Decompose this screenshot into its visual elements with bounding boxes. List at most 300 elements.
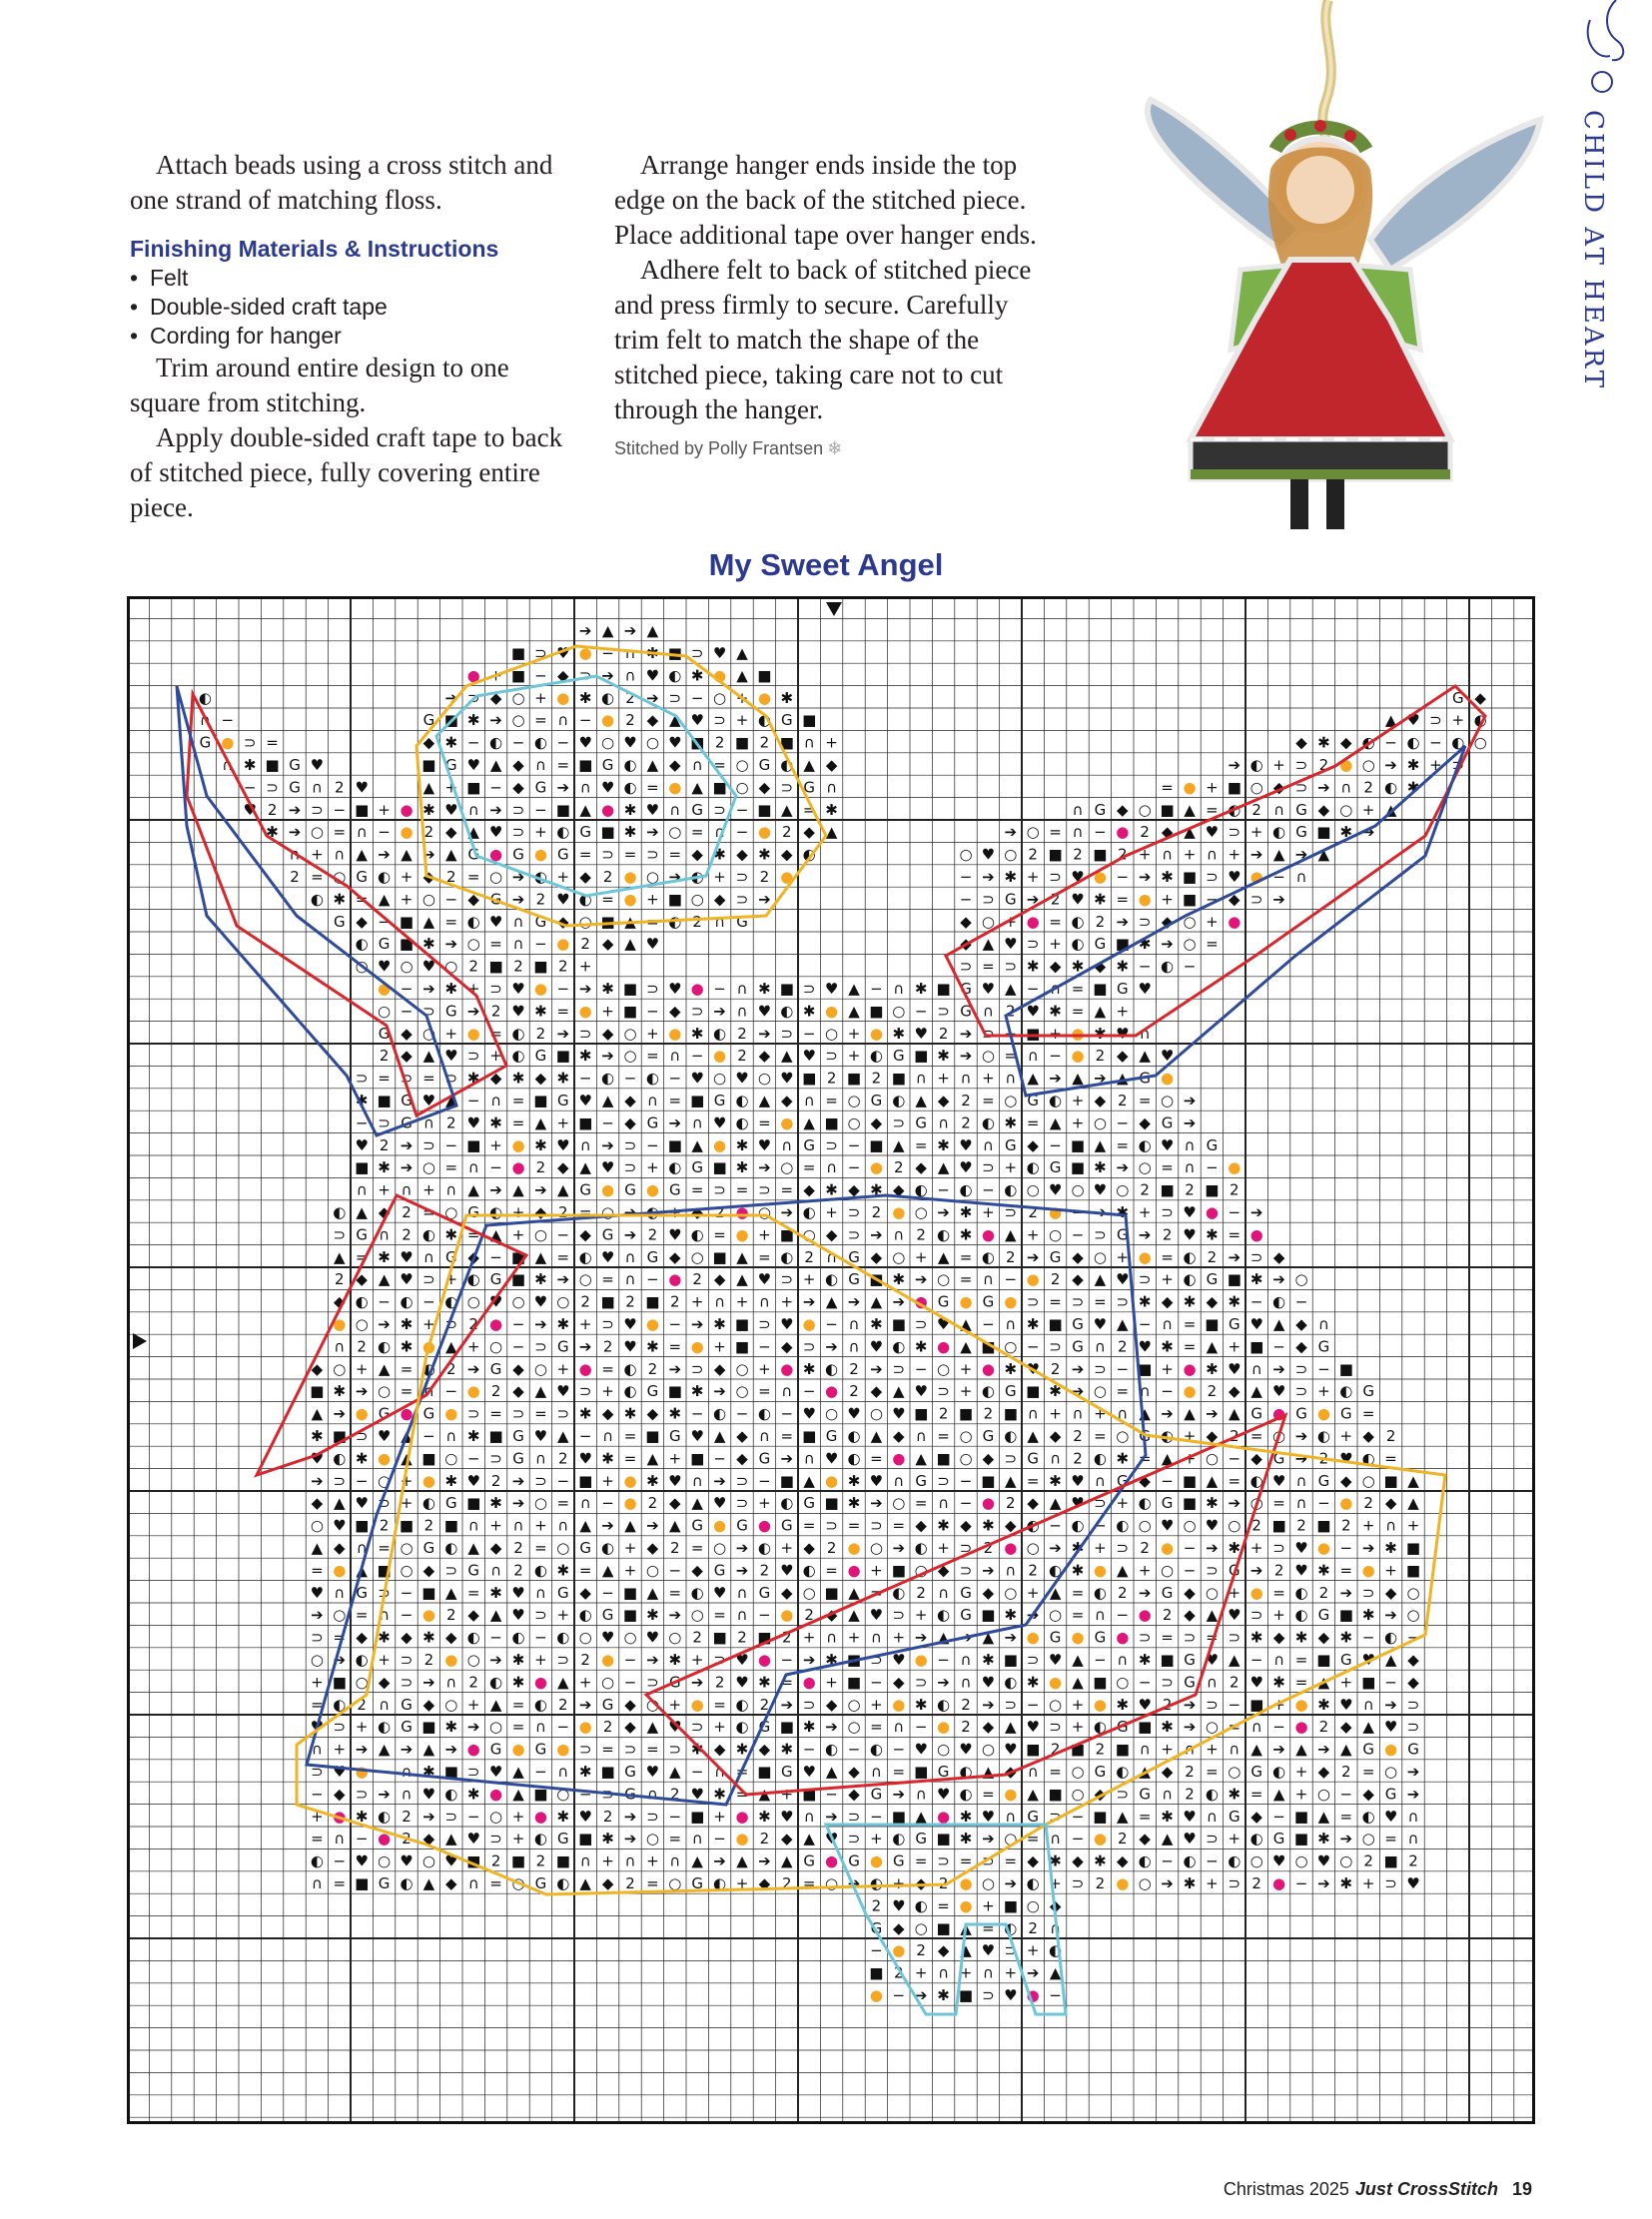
stitch-symbol: ➔ xyxy=(713,1382,726,1401)
stitch-symbol: = xyxy=(982,1092,995,1110)
stitch-symbol: ⊃ xyxy=(623,1158,637,1177)
stitch-symbol: ∩ xyxy=(982,1002,994,1021)
stitch-symbol: ○ xyxy=(981,912,995,931)
stitch-symbol: G xyxy=(1027,1092,1040,1110)
stitch-symbol: + xyxy=(847,1628,861,1647)
stitch-symbol: ◐ xyxy=(1228,800,1241,819)
stitch-symbol: ✱ xyxy=(735,1135,749,1154)
stitch-symbol: ◆ xyxy=(758,1047,771,1066)
stitch-symbol: ➔ xyxy=(892,1785,906,1804)
stitch-symbol: ● xyxy=(713,1135,727,1154)
stitch-symbol: 2 xyxy=(513,1539,523,1557)
stitch-symbol: ♥ xyxy=(959,1158,973,1177)
stitch-symbol: ○ xyxy=(1049,1225,1063,1244)
stitch-symbol: ▲ xyxy=(422,1874,435,1892)
stitch-symbol: ◐ xyxy=(1161,957,1175,976)
stitch-symbol: − xyxy=(825,1315,838,1333)
stitch-symbol: ➔ xyxy=(444,1740,458,1759)
stitch-symbol: − xyxy=(1272,1807,1285,1826)
stitch-symbol: ▲ xyxy=(982,1763,995,1781)
stitch-symbol: ➔ xyxy=(758,1024,771,1043)
stitch-symbol: ✱ xyxy=(466,711,480,730)
stitch-symbol: ⊃ xyxy=(758,1180,771,1199)
stitch-symbol: = xyxy=(982,1785,995,1804)
stitch-symbol: ■ xyxy=(1383,1471,1398,1490)
stitch-symbol: G xyxy=(758,1718,771,1737)
stitch-symbol: G xyxy=(444,1002,457,1021)
stitch-symbol: ✱ xyxy=(1049,1471,1062,1490)
stitch-symbol: ♥ xyxy=(511,1606,525,1625)
stitch-symbol: ■ xyxy=(1026,1024,1041,1043)
stitch-symbol: ● xyxy=(444,1404,458,1423)
stitch-symbol: ● xyxy=(511,1135,525,1154)
stitch-symbol: ➔ xyxy=(1249,1203,1263,1221)
stitch-symbol: ● xyxy=(825,1382,839,1401)
stitch-symbol: ◆ xyxy=(713,1740,726,1759)
stitch-symbol: ▲ xyxy=(356,1203,368,1221)
stitch-symbol: ◆ xyxy=(1362,1785,1374,1804)
stitch-symbol: ◆ xyxy=(915,1874,927,1892)
stitch-symbol: ✱ xyxy=(1161,1807,1174,1826)
stitch-symbol: = xyxy=(690,1539,704,1557)
stitch-symbol: ◐ xyxy=(444,1785,458,1804)
stitch-symbol: 2 xyxy=(625,688,635,707)
stitch-symbol: ○ xyxy=(489,1337,503,1356)
stitch-symbol: + xyxy=(1406,1516,1420,1535)
stitch-symbol: ◐ xyxy=(623,778,637,797)
stitch-symbol: ➔ xyxy=(959,1628,973,1647)
stitch-symbol: = xyxy=(623,845,637,864)
stitch-symbol: ⊃ xyxy=(735,868,749,886)
stitch-symbol: ⊃ xyxy=(982,1851,995,1870)
stitch-symbol: ▲ xyxy=(512,1180,524,1199)
stitch-symbol: = xyxy=(578,1203,592,1221)
stitch-symbol: G xyxy=(489,1270,502,1289)
stitch-symbol: ● xyxy=(1071,1047,1085,1066)
stitch-symbol: ○ xyxy=(444,1203,458,1221)
stitch-symbol: G xyxy=(713,1092,726,1110)
stitch-symbol: + xyxy=(1026,868,1040,886)
stitch-symbol: ◐ xyxy=(533,868,547,886)
stitch-symbol: ∩ xyxy=(1229,1740,1240,1759)
stitch-symbol: 2 xyxy=(1050,1740,1061,1759)
stitch-symbol: ▲ xyxy=(467,823,479,842)
stitch-symbol: G xyxy=(1272,1449,1285,1468)
stitch-symbol: ⊃ xyxy=(735,1494,749,1513)
stitch-symbol: ➔ xyxy=(556,1024,570,1043)
stitch-symbol: ➔ xyxy=(422,1673,435,1692)
stitch-symbol: + xyxy=(870,1695,883,1714)
stitch-symbol: ● xyxy=(623,1471,637,1490)
stitch-symbol: ● xyxy=(1026,1986,1040,2004)
stitch-symbol: + xyxy=(914,1247,928,1266)
stitch-symbol: ◐ xyxy=(466,1628,480,1647)
stitch-symbol: ● xyxy=(914,1651,928,1669)
stitch-symbol: = xyxy=(758,1247,771,1266)
stitch-symbol: = xyxy=(646,778,659,797)
angel-ornament-photo xyxy=(1091,0,1560,547)
stitch-symbol: ▲ xyxy=(646,756,659,774)
stitch-symbol: ■ xyxy=(936,1830,951,1849)
stitch-symbol: ◐ xyxy=(668,912,682,931)
stitch-symbol: ▲ xyxy=(422,778,435,797)
stitch-symbol: 2 xyxy=(759,1561,770,1580)
stitch-symbol: ⊃ xyxy=(511,1404,525,1423)
stitch-symbol: ● xyxy=(892,1449,906,1468)
stitch-symbol: ● xyxy=(1116,1628,1130,1647)
stitch-symbol: + xyxy=(825,1673,838,1692)
stitch-symbol: ⊃ xyxy=(1026,1292,1040,1311)
stitch-symbol: ■ xyxy=(421,1583,436,1602)
stitch-symbol: ◆ xyxy=(1317,1763,1330,1781)
stitch-symbol: ✱ xyxy=(690,1740,704,1759)
stitch-symbol: ◆ xyxy=(1295,1337,1307,1356)
stitch-symbol: ⊃ xyxy=(378,1583,391,1602)
stitch-symbol: ◆ xyxy=(1229,890,1240,909)
stitch-symbol: ○ xyxy=(892,1247,906,1266)
stitch-symbol: G xyxy=(489,1740,502,1759)
stitch-symbol: ∩ xyxy=(1273,1651,1285,1669)
stitch-symbol: ● xyxy=(378,1830,392,1849)
stitch-symbol: ➔ xyxy=(1026,1963,1040,1982)
stitch-symbol: ⊃ xyxy=(1004,1695,1018,1714)
stitch-symbol: − xyxy=(690,688,704,707)
stitch-symbol: ◆ xyxy=(848,1180,860,1199)
stitch-symbol: ○ xyxy=(466,1292,480,1311)
stitch-symbol: + xyxy=(489,666,502,685)
stitch-symbol: − xyxy=(489,1628,502,1647)
stitch-symbol: ⊃ xyxy=(355,1427,369,1445)
stitch-symbol: ♥ xyxy=(780,1807,794,1826)
stitch-symbol: ✱ xyxy=(422,935,435,954)
stitch-symbol: ◐ xyxy=(981,1113,995,1132)
stitch-symbol: ➔ xyxy=(556,778,570,797)
stitch-symbol: ♥ xyxy=(645,935,660,954)
stitch-symbol: G xyxy=(668,1673,681,1692)
stitch-symbol: ➔ xyxy=(1116,1158,1130,1177)
stitch-symbol: = xyxy=(802,1874,816,1892)
stitch-symbol: ▲ xyxy=(579,1516,591,1535)
stitch-symbol: ● xyxy=(1004,1785,1018,1804)
stitch-symbol: = xyxy=(378,1069,391,1088)
stitch-symbol: − xyxy=(646,1002,659,1021)
stitch-symbol: G xyxy=(1228,1561,1240,1580)
stitch-symbol: − xyxy=(1071,1203,1085,1221)
stitch-symbol: ◐ xyxy=(1116,1763,1130,1781)
finishing-heading: Finishing Materials & Instructions xyxy=(130,236,499,262)
stitch-symbol: ● xyxy=(601,1180,615,1199)
stitch-symbol: + xyxy=(892,1874,906,1892)
stitch-symbol: ✱ xyxy=(713,1785,726,1804)
stitch-symbol: − xyxy=(1004,1270,1018,1289)
stitch-symbol: − xyxy=(735,1404,749,1423)
stitch-symbol: ♥ xyxy=(488,1763,503,1781)
stitch-symbol: ⊃ xyxy=(1004,1203,1018,1221)
stitch-symbol: ⊃ xyxy=(690,1002,704,1021)
stitch-symbol: ◆ xyxy=(1072,1247,1084,1266)
stitch-symbol: ● xyxy=(578,1359,592,1378)
stitch-symbol: ⊃ xyxy=(1249,890,1263,909)
stitch-symbol: ■ xyxy=(869,1270,884,1289)
stitch-symbol: = xyxy=(1384,1830,1397,1849)
stitch-symbol: G xyxy=(1451,688,1464,707)
stitch-symbol: ➔ xyxy=(1206,1539,1219,1557)
stitch-symbol: ➔ xyxy=(1138,1225,1152,1244)
stitch-symbol: G xyxy=(1362,1740,1375,1759)
stitch-symbol: ⊃ xyxy=(1049,868,1062,886)
stitch-symbol: ▲ xyxy=(781,1047,793,1066)
stitch-symbol: ✱ xyxy=(378,1628,391,1647)
stitch-symbol: ■ xyxy=(667,890,682,909)
stitch-symbol: ◆ xyxy=(1295,1315,1307,1333)
stitch-symbol: ● xyxy=(959,1292,973,1311)
stitch-symbol: ∩ xyxy=(758,1292,770,1311)
stitch-symbol: = xyxy=(847,1516,861,1535)
stitch-symbol: ◐ xyxy=(1071,912,1085,931)
stitch-symbol: ➔ xyxy=(422,980,435,998)
stitch-symbol: = xyxy=(668,1337,682,1356)
stitch-symbol: + xyxy=(1138,845,1152,864)
stitch-symbol: ➔ xyxy=(870,1359,883,1378)
stitch-symbol: = xyxy=(1249,1785,1263,1804)
stitch-symbol: ◆ xyxy=(781,1092,793,1110)
stitch-symbol: ▲ xyxy=(758,1092,771,1110)
stitch-symbol: G xyxy=(646,1247,659,1266)
stitch-symbol: + xyxy=(892,1628,906,1647)
stitch-symbol: G xyxy=(803,1135,816,1154)
stitch-symbol: ◆ xyxy=(758,1740,771,1759)
stitch-symbol: ✱ xyxy=(646,1337,659,1356)
stitch-symbol: ▲ xyxy=(378,1740,391,1759)
stitch-symbol: = xyxy=(1071,1606,1085,1625)
stitch-symbol: ○ xyxy=(1071,1785,1085,1804)
stitch-symbol: ○ xyxy=(1205,1449,1219,1468)
stitch-symbol: ▲ xyxy=(356,845,368,864)
stitch-symbol: ∩ xyxy=(401,1785,413,1804)
stitch-symbol: ■ xyxy=(779,733,794,752)
stitch-symbol: ◆ xyxy=(1094,1785,1107,1804)
stitch-symbol: ∩ xyxy=(1162,1785,1174,1804)
finishing-step: Arrange hanger ends inside the top edge on the back of the stitched piece. Place additional tape over hanger ends. xyxy=(614,150,1037,250)
stitch-symbol: ○ xyxy=(310,823,324,842)
stitch-symbol: ◐ xyxy=(421,1494,435,1513)
stitch-symbol: + xyxy=(1228,1337,1241,1356)
stitch-symbol: + xyxy=(1026,1941,1040,1960)
stitch-symbol: ■ xyxy=(1070,1158,1086,1177)
stitch-symbol: ➔ xyxy=(1049,1069,1062,1088)
stitch-symbol: ○ xyxy=(847,1113,861,1132)
stitch-symbol: ○ xyxy=(959,1427,973,1445)
stitch-symbol: ◆ xyxy=(334,1292,346,1311)
stitch-symbol: ■ xyxy=(1361,1673,1376,1692)
stitch-symbol: ● xyxy=(489,1785,503,1804)
stitch-symbol: ● xyxy=(578,1002,592,1021)
stitch-symbol: ➔ xyxy=(668,1359,682,1378)
stitch-symbol: ♥ xyxy=(1160,1516,1175,1535)
stitch-symbol: = xyxy=(668,1583,682,1602)
stitch-symbol: ▲ xyxy=(848,1606,860,1625)
stitch-symbol: ▲ xyxy=(1005,1225,1017,1244)
stitch-symbol: − xyxy=(1094,823,1107,842)
stitch-symbol: ➔ xyxy=(914,1986,928,2004)
stitch-symbol: ■ xyxy=(779,980,794,998)
stitch-symbol: G xyxy=(467,1203,480,1221)
stitch-symbol: ✱ xyxy=(1161,1718,1174,1737)
stitch-symbol: 2 xyxy=(379,1047,390,1066)
stitch-symbol: = xyxy=(870,1583,883,1602)
stitch-symbol: − xyxy=(646,1135,659,1154)
stitch-symbol: ○ xyxy=(668,1874,682,1892)
stitch-symbol: G xyxy=(668,1427,681,1445)
stitch-symbol: ◆ xyxy=(356,1628,368,1647)
stitch-symbol: G xyxy=(1094,800,1107,819)
stitch-symbol: ▲ xyxy=(1384,711,1397,730)
stitch-symbol: ♥ xyxy=(444,800,458,819)
stitch-symbol: 2 xyxy=(714,733,725,752)
stitch-symbol: 2 xyxy=(1251,1516,1261,1535)
stitch-symbol: ✱ xyxy=(668,1404,682,1423)
stitch-symbol: ■ xyxy=(399,1516,414,1535)
stitch-symbol: ∩ xyxy=(646,1785,658,1804)
stitch-symbol: ⊃ xyxy=(825,1047,838,1066)
stitch-symbol: ◐ xyxy=(735,1092,749,1110)
stitch-symbol: ○ xyxy=(511,1292,525,1311)
stitch-symbol: ▲ xyxy=(601,1561,614,1580)
stitch-symbol: + xyxy=(1161,1270,1174,1289)
stitch-symbol: ♥ xyxy=(600,1628,615,1647)
finishing-step: Trim around entire design to one square from stitching. xyxy=(130,353,509,417)
stitch-symbol: G xyxy=(870,1092,883,1110)
stitch-symbol: 2 xyxy=(1050,890,1061,909)
stitch-symbol: ○ xyxy=(378,1471,392,1490)
stitch-symbol: ♥ xyxy=(690,1785,704,1804)
stitch-symbol: ♥ xyxy=(400,1270,413,1289)
stitch-symbol: ♥ xyxy=(914,1740,928,1759)
stitch-symbol: ➔ xyxy=(825,1807,838,1826)
stitch-symbol: ➔ xyxy=(646,1516,659,1535)
stitch-symbol: ♥ xyxy=(1383,1718,1398,1737)
stitch-symbol: ◐ xyxy=(601,1539,615,1557)
stitch-symbol: ◆ xyxy=(512,1382,524,1401)
stitch-symbol: ∩ xyxy=(467,800,479,819)
stitch-symbol: ◐ xyxy=(378,1337,392,1356)
stitch-symbol: ● xyxy=(1205,1203,1219,1221)
stitch-symbol: ■ xyxy=(1003,1651,1018,1669)
stitch-symbol: ■ xyxy=(600,1292,615,1311)
stitch-symbol: ➔ xyxy=(1384,756,1397,774)
stitch-symbol: ○ xyxy=(1026,823,1040,842)
stitch-symbol: ■ xyxy=(802,1427,817,1445)
stitch-symbol: ○ xyxy=(578,1270,592,1289)
stitch-symbol: 2 xyxy=(602,1337,613,1356)
stitch-symbol: 2 xyxy=(423,823,434,842)
stitch-symbol: G xyxy=(1116,1718,1129,1737)
stitch-symbol: ■ xyxy=(936,1449,951,1468)
stitch-symbol: ∩ xyxy=(781,1135,793,1154)
stitch-symbol: ⊃ xyxy=(556,1651,570,1669)
stitch-symbol: ✱ xyxy=(1138,1651,1152,1669)
stitch-symbol: ⊃ xyxy=(1138,1628,1152,1647)
side-tab-label: CHILD AT HEART xyxy=(1578,110,1608,391)
stitch-symbol: ◐ xyxy=(511,1047,525,1066)
stitch-symbol: ■ xyxy=(1249,1337,1264,1356)
stitch-symbol: ⊃ xyxy=(1116,1292,1130,1311)
stitch-symbol: ▲ xyxy=(1250,1382,1262,1401)
stitch-symbol: ● xyxy=(1228,1158,1241,1177)
stitch-symbol: 2 xyxy=(1385,1427,1396,1445)
stitch-symbol: ▲ xyxy=(1229,1404,1240,1423)
stitch-symbol: + xyxy=(1049,1404,1062,1423)
stitch-symbol: ● xyxy=(937,1337,951,1356)
stitch-symbol: ⊃ xyxy=(1049,1337,1062,1356)
stitch-symbol: − xyxy=(870,1807,883,1826)
stitch-symbol: ∩ xyxy=(1117,1651,1129,1669)
stitch-symbol: + xyxy=(646,1158,659,1177)
stitch-symbol: ● xyxy=(645,1315,659,1333)
stitch-symbol: ✱ xyxy=(982,1651,995,1669)
stitch-symbol: − xyxy=(511,1315,525,1333)
stitch-symbol: ○ xyxy=(914,1561,928,1580)
stitch-symbol: ● xyxy=(892,1203,906,1221)
stitch-symbol: ○ xyxy=(645,1695,659,1714)
stitch-symbol: ♥ xyxy=(1048,1180,1063,1199)
stitch-symbol: ■ xyxy=(891,1561,906,1580)
stitch-symbol: = xyxy=(646,1047,659,1066)
stitch-symbol: − xyxy=(1161,1471,1174,1490)
stitch-symbol: = xyxy=(668,1830,682,1849)
stitch-symbol: = xyxy=(511,1092,525,1110)
stitch-symbol: − xyxy=(1272,1337,1285,1356)
stitch-symbol: − xyxy=(623,1651,637,1669)
stitch-symbol: 2 xyxy=(1140,1180,1150,1199)
stitch-symbol: = xyxy=(825,1561,838,1580)
stitch-symbol: = xyxy=(333,1628,347,1647)
stitch-symbol: ✱ xyxy=(646,1471,659,1490)
stitch-symbol: G xyxy=(1250,1404,1263,1423)
stitch-symbol: = xyxy=(914,1494,928,1513)
stitch-symbol: ∩ xyxy=(512,935,524,954)
stitch-symbol: ∩ xyxy=(445,1673,457,1692)
stitch-symbol: ▲ xyxy=(915,1092,927,1110)
stitch-symbol: ⊃ xyxy=(825,1516,838,1535)
stitch-symbol: ● xyxy=(1116,1874,1130,1892)
stitch-symbol: = xyxy=(511,1113,525,1132)
stitch-symbol: ♥ xyxy=(310,1583,325,1602)
stitch-symbol: ◆ xyxy=(691,1203,703,1221)
stitch-symbol: − xyxy=(758,1337,771,1356)
stitch-symbol: ➔ xyxy=(1026,1247,1040,1266)
stitch-symbol: ✱ xyxy=(914,980,928,998)
stitch-symbol: ● xyxy=(400,800,413,819)
stitch-symbol: ◐ xyxy=(556,1628,570,1647)
stitch-symbol: + xyxy=(1451,711,1465,730)
stitch-symbol: ⊃ xyxy=(466,1763,480,1781)
stitch-symbol: ✱ xyxy=(825,1180,838,1199)
stitch-symbol: ▲ xyxy=(1049,1583,1062,1602)
stitch-symbol: ◆ xyxy=(445,1874,457,1892)
stitch-symbol: = xyxy=(400,1359,413,1378)
stitch-symbol: ■ xyxy=(824,1494,839,1513)
stitch-symbol: ♥ xyxy=(243,800,257,819)
stitch-symbol: ● xyxy=(981,1494,995,1513)
stitch-symbol: ● xyxy=(892,1941,906,1960)
stitch-symbol: G xyxy=(378,1874,391,1892)
stitch-symbol: ○ xyxy=(310,1651,324,1669)
stitch-symbol: ▲ xyxy=(1250,1740,1262,1759)
stitch-symbol: ◐ xyxy=(556,823,570,842)
stitch-symbol: ◐ xyxy=(1451,733,1465,752)
stitch-symbol: ➔ xyxy=(1294,1427,1308,1445)
